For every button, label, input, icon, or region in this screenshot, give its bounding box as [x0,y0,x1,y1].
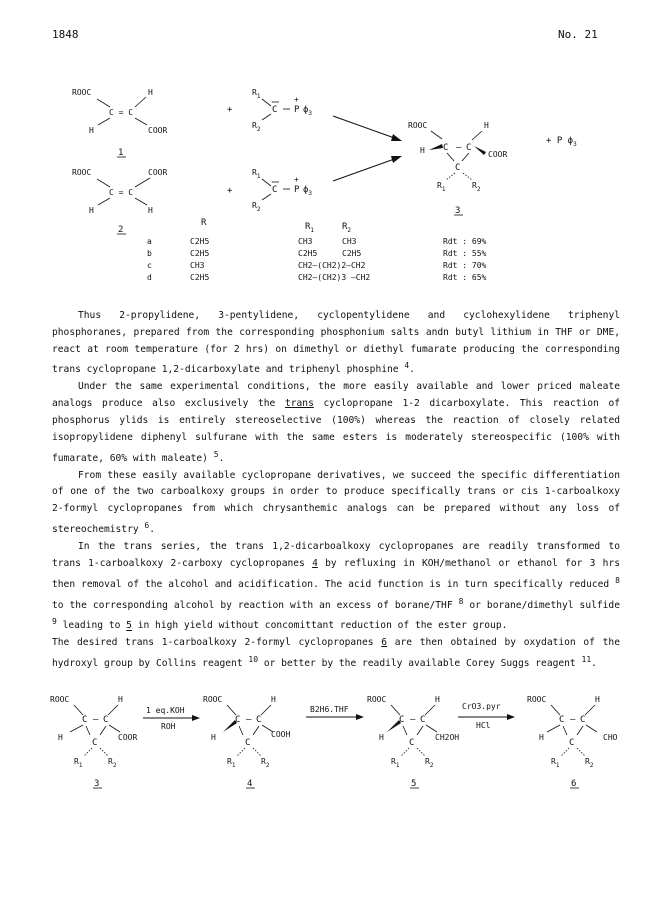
substituent: H [271,695,276,704]
reaction-arrow [333,116,402,141]
ring-carbon: C [82,715,88,725]
substituent: H [148,88,153,97]
phenyl-symbol: $\phi_3$ [303,105,313,117]
reaction-arrow [306,705,364,720]
r1-label: $R_1$ [551,757,560,769]
yield-value: Rdt : 69% [443,237,487,246]
ring-carbon: C [580,715,586,725]
ylide-carbon: C [272,185,278,195]
paragraph: Under the same experimental conditions, the more easily available and lower priced maleate analogs produce also exclusively the trans cyclopropane 1-2 dicarboxylate. This reaction of phosphorus ylids is entirely stereoselective (100%) whereas the reaction of closely related isopropylidene diphenyl sulfurane with the same esters is moderately stereospecific (100% with fumarate, 60% with maleate) $^5$. [52,381,621,464]
product-3 [408,121,507,216]
substituent: H [89,126,94,135]
r1-label: $R_1$ [391,757,400,769]
table-cell: C2H5 [190,249,210,258]
ring-carbon: C [235,715,241,725]
ring-carbon: C [103,715,109,725]
phosphorus: P [294,185,300,195]
ylide-reagent [252,88,312,133]
issue-number: No. 21 [558,28,598,41]
substituent: H [539,733,544,742]
paragraph: Thus 2-propylidene, 3-pentylidene, cyclopentylidene and cyclohexylidene triphenyl phosphoranes, prepared from the corresponding phosphonium salts andn butyl lithium in THF or DME, react at room temperature (for 2 hrs) on dimethyl or diethyl fumarate producing the corresponding trans cyclopropane 1,2-dicarboxylate and triphenyl phosphine $^4$. [52,310,620,376]
r1-label: $R_1$ [437,181,446,193]
reaction-arrow [333,156,402,181]
substituent: ROOC [527,695,547,704]
column-header: $R_2$ [342,222,352,234]
substituent: H [118,695,123,704]
ring-bond: – [570,715,576,725]
substituent: H [379,733,384,742]
column-header: $R_1$ [305,222,315,234]
row-letter: a [147,237,152,246]
ring-carbon: C [256,715,262,725]
table-cell: C2H5 [342,249,362,258]
substituent: COOR [488,150,508,159]
compound-label: 5 [411,779,417,789]
ring-bond: – [410,715,416,725]
substituent: H [211,733,216,742]
table-cell: CH2–(CH2)2–CH2 [298,261,366,270]
paragraph: The desired trans 1-carboalkoxy 2-formyl cyclopropanes 6 are then obtained by oxydation of the hydroxyl group by Collins reagent $^{10}$ or better by the readily available Corey Suggs reagent $^{11}$. [52,637,620,670]
ring-carbon: C [443,143,449,153]
reaction-scheme-1 [0,0,672,300]
yield-value: Rdt : 70% [443,261,487,270]
ylide-carbon: C [272,105,278,115]
r2-label: $R_2$ [472,181,481,193]
r2-label: $R_2$ [425,757,434,769]
substituent: H [435,695,440,704]
substituent: COOH [271,730,291,739]
substituent: H [595,695,600,704]
ring-carbon: C [245,738,251,748]
substituent: COOR [118,733,138,742]
phosphorus: P [294,105,300,115]
compound-1 [72,88,167,158]
substituent: H [484,121,489,130]
substituent: CHO [603,733,618,742]
double-bond: C = C [109,188,134,197]
paragraph: From these easily available cyclopropane derivatives, we succeed the specific differentiation of one of the two carboalkoxy groups in order to produce specifically trans or cis 1-carboalkoxy 2-formyl cyclopropanes from which chrysanthemic analogs can be prepared without any loss of stereochemistry $^6$. [52,469,620,536]
r2-label: $R_2$ [585,757,594,769]
paragraph: In the trans series, the trans 1,2-dicarboalkoxy cyclopropanes are readily transformed to trans 1-carboalkoxy 2-carboxy cyclopropanes 4 by refluxing in KOH/methanol or ethanol for 3 hrs then removal of the alcohol and acidification. The acid function is in turn specifically reduced $^8$ to the corresponding alcohol by reaction with an excess of borane/THF $^8$ or borane/dimethyl sulfide $^9$ leading to 5 in high yield without concomittant reduction of the ester group. [52,540,620,632]
compound-label: 2 [118,225,124,235]
svg-text:+: + [294,175,299,184]
phenyl-symbol: $\phi_3$ [303,185,313,197]
ylide-reagent [252,168,312,213]
ring-carbon: C [420,715,426,725]
r1-label: $R_1$ [74,757,83,769]
compound-label: 1 [118,148,124,158]
ring-bond: – [93,715,99,725]
reagent-label: CrO3.pyr [462,702,501,711]
compound-label: 3 [455,206,461,216]
reagent-label: B2H6.THF [310,705,349,714]
r1-label: $R_1$ [252,88,261,100]
substituent: COOR [148,168,168,177]
substituent: ROOC [203,695,223,704]
substituent: ROOC [50,695,70,704]
r2-label: $R_2$ [108,757,117,769]
article-body [52,308,620,673]
substituent: H [58,733,63,742]
svg-text:+: + [294,95,299,104]
substituent: ROOC [408,121,428,130]
substituent: ROOC [367,695,387,704]
compound-label: 4 [247,779,253,789]
reagent-label: ROH [161,722,176,731]
ring-carbon: C [569,738,575,748]
table-cell: CH2–(CH2)3 –CH2 [298,273,371,282]
compound-5 [367,695,459,789]
r2-label: $R_2$ [252,121,261,133]
ring-carbon: C [399,715,405,725]
ring-carbon: C [559,715,565,725]
table-cell: CH3 [190,261,205,270]
page-number: 1848 [52,28,79,41]
reaction-arrow [458,702,515,730]
yield-value: Rdt : 55% [443,249,487,258]
substituent: H [148,206,153,215]
ring-bond: – [246,715,252,725]
r2-label: $R_2$ [261,757,270,769]
row-letter: c [147,261,152,270]
table-cell: C2H5 [190,237,210,246]
column-header: R [201,218,207,228]
yield-value: Rdt : 65% [443,273,487,282]
r1-label: $R_1$ [227,757,236,769]
reagent-label: HCl [476,721,491,730]
table-cell: C2H5 [190,273,210,282]
compound-3 [50,695,137,789]
r1-label: $R_1$ [252,168,261,180]
compound-4 [203,695,290,789]
compound-label: 3 [94,779,100,789]
substituent: H [420,146,425,155]
substituent: COOR [148,126,168,135]
row-letter: d [147,273,152,282]
ring-carbon: C [466,143,472,153]
plus-sign: + [227,186,233,196]
byproduct: + P $\phi_3$ [546,136,577,148]
substituent: ROOC [72,88,92,97]
reaction-arrow [143,706,200,731]
row-letter: b [147,249,152,258]
ring-bond: – [456,143,462,153]
plus-sign: + [227,105,233,115]
ring-carbon: C [92,738,98,748]
ring-carbon: C [409,738,415,748]
substituent: ROOC [72,168,92,177]
table-cell: CH3 [342,237,357,246]
reaction-scheme-2 [0,690,672,870]
compound-label: 6 [571,779,577,789]
substituent: CH2OH [435,733,460,742]
ring-carbon: C [455,163,461,173]
compound-2 [72,168,167,235]
reagent-label: 1 eq.KOH [146,706,185,715]
r2-label: $R_2$ [252,201,261,213]
table-cell: CH3 [298,237,313,246]
substituent: H [89,206,94,215]
substituent-table [147,218,487,282]
table-cell: C2H5 [298,249,318,258]
compound-6 [527,695,618,789]
double-bond: C = C [109,108,134,117]
